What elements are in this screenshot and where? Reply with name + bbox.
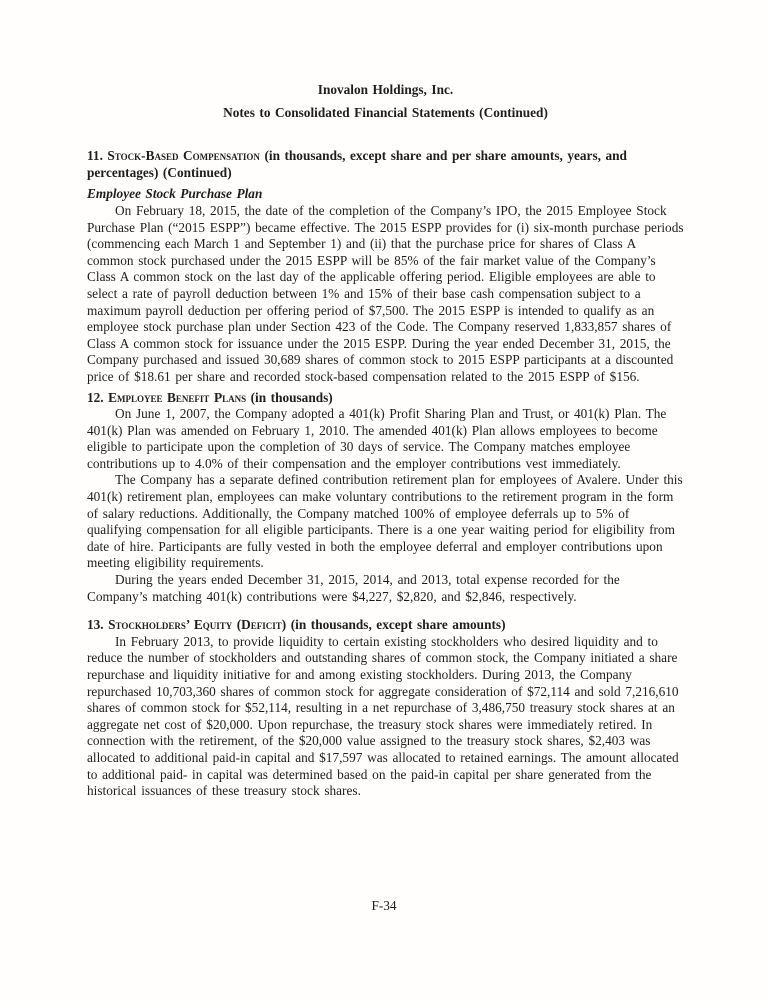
section-13-title: 13. Stockholders’ Equity (Deficit) [87, 617, 287, 633]
section-12-title-suffix: (in thousands) [246, 389, 333, 405]
section-heading-12 [87, 390, 684, 407]
section-13-title-suffix: (in thousands, except share amounts) [286, 617, 506, 633]
paragraph-401k-plan: On June 1, 2007, the Company adopted a 401(k) Profit Sharing Plan and Trust, or 401(k) Plan. The 401(k) Plan was amended on February 1, 2010. The amended 401(k) Plan allows employees to become eligible to participate upon the completion of 30 days of service. The Company matches employee contributions up to 4.0% of their compensation and the employer contributions vest immediately. [87, 406, 667, 471]
page-number: F-34 [371, 898, 397, 913]
subheading-employee-stock-purchase-plan: Employee Stock Purchase Plan [87, 186, 263, 202]
section-12-title: 12. Employee Benefit Plans [87, 389, 247, 405]
section-heading-13 [87, 617, 684, 634]
paragraph-avalere-plan: The Company has a separate defined contribution retirement plan for employees of Avalere. Under this 401(k) retirement plan, employees can make voluntary contributions to the retirement program in the form of salary reductions. Additionally, the Company matched 100% of employee deferrals up to 5% of qualifying compensation for all eligible participants. There is a one year waiting period for eligibility from date of hire. Participants are fully vested in both the employee deferral and employer contributions upon meeting eligibility requirements. [87, 472, 683, 571]
paragraph-espp: On February 18, 2015, the date of the completion of the Company’s IPO, the 2015 Employee Stock Purchase Plan (“2015 ESPP”) became effective. The 2015 ESPP provides for (i) six-month purchase periods (commencing each March 1 and September 1) and (ii) that the purchase price for shares of Class A common stock purchased under the 2015 ESPP will be 85% of the fair market value of the Company’s Class A common stock on the last day of the applicable offering period. Eligible employees are able to select a rate of payroll deduction between 1% and 15% of their base cash compensation subject to a maximum payroll deduction per offering period of $7,500. The 2015 ESPP is intended to qualify as an employee stock purchase plan under Section 423 of the Code. The Company reserved 1,833,857 shares of Class A common stock for issuance under the 2015 ESPP. During the year ended December 31, 2015, the Company purchased and issued 30,689 shares of common stock to 2015 ESPP participants at a discounted price of $18.61 per share and recorded stock-based compensation related to the 2015 ESPP of $156. [87, 202, 684, 384]
document-subtitle: Notes to Consolidated Financial Statements (Continued) [223, 104, 548, 120]
paragraph-share-repurchase: In February 2013, to provide liquidity to certain existing stockholders who desired liquidity and to reduce the number of stockholders and outstanding shares of common stock, the Company initiated a share repurchase and liquidity initiative for and among existing stockholders. During 2013, the Company repurchased 10,703,360 shares of common stock for aggregate consideration of $72,114 and sold 7,216,610 shares of common stock for $52,114, resulting in a net repurchase of 3,486,750 treasury stock shares at an aggregate net cost of $20,000. Upon repurchase, the treasury stock shares were immediately retired. In connection with the retirement, of the $20,000 value assigned to the treasury stock shares, $2,403 was allocated to additional paid-in capital and $17,597 was allocated to retained earnings. The amount allocated to additional paid- in capital was determined based on the paid-in capital per share generated from the historical issuances of these treasury stock shares. [87, 633, 679, 799]
section-11-title: 11. Stock-Based Compensation [87, 148, 260, 164]
document-content [87, 82, 684, 800]
section-heading-11 [87, 148, 684, 181]
company-name: Inovalon Holdings, Inc. [317, 82, 454, 97]
section-11-title-suffix: (in thousands, except share and per share amounts, years, and percentages) (Continued) [87, 148, 627, 180]
paragraph-matching-contributions: During the years ended December 31, 2015, 2014, and 2013, total expense recorded for the Company’s matching 401(k) contributions were $4,227, $2,820, and $2,846, respectively. [87, 572, 620, 604]
